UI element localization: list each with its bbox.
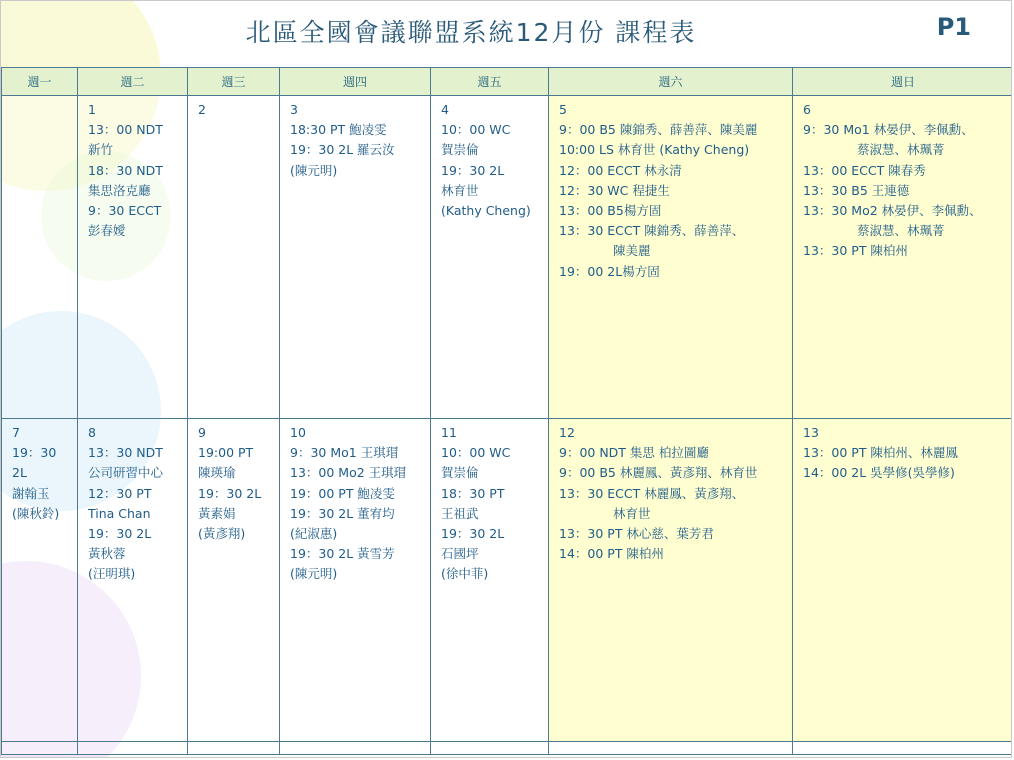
session-line: 18：30 PT: [441, 485, 505, 501]
session-line: (陳秋鈴): [12, 505, 60, 521]
session-line: 9：00 NDT 集思 柏拉圖廳: [559, 445, 709, 461]
session-line: 19：30 2L: [441, 526, 505, 542]
session-line: 黃素娟: [198, 505, 236, 521]
day-number: 3: [290, 102, 298, 117]
day-number: 2: [198, 102, 206, 117]
day-number: 5: [559, 102, 567, 117]
session-line: 賀崇倫: [441, 465, 479, 481]
weekday-header: 週一: [2, 68, 78, 96]
weekday-header: 週五: [431, 68, 549, 96]
week-row: [2, 96, 1013, 419]
session-line: 10：00 WC: [441, 122, 511, 138]
session-line: 13：30 PT 陳柏州: [803, 243, 908, 259]
session-line: 蔡淑慧、林珮菁: [857, 223, 945, 239]
day-cell: [78, 96, 188, 419]
session-line: 王祖武: [441, 505, 479, 521]
week-row: [2, 419, 1013, 742]
day-number: 4: [441, 102, 449, 117]
session-line: 9：30 Mo1 王琪瑁: [290, 445, 399, 461]
day-number: 10: [290, 425, 306, 440]
session-line: (黃彥翔): [198, 526, 246, 542]
session-line: 9：00 B5 陳錦秀、薛善萍、陳美麗: [559, 122, 758, 138]
session-line: 19：30 2L: [88, 526, 152, 542]
day-cell: [431, 96, 549, 419]
session-line: 18：30 NDT: [88, 162, 163, 178]
session-line: (紀淑惠): [290, 526, 338, 542]
session-line: 13：00 NDT: [88, 122, 163, 138]
day-number: 9: [198, 425, 206, 440]
session-line: 黃秋蓉: [88, 546, 126, 562]
session-line: 12：00 ECCT 林永清: [559, 162, 682, 178]
session-line: (汪明琪): [88, 566, 136, 582]
session-line: 12：30 PT: [88, 485, 152, 501]
session-line: 9：30 ECCT: [88, 203, 162, 219]
session-line: 14：00 PT 陳柏州: [559, 546, 664, 562]
day-cell: [431, 419, 549, 742]
session-line: 陳瑛瑜: [198, 465, 236, 481]
day-cell: [2, 96, 78, 419]
session-line: 19：30 2L 董宥均: [290, 505, 395, 521]
session-line: 18:30 PT 鮑凌雯: [290, 122, 387, 138]
session-line: 19：30 2L 黃雪芳: [290, 546, 395, 562]
session-line: 13：30 ECCT 陳錦秀、薛善萍、: [559, 223, 745, 239]
day-cell: [793, 419, 1013, 742]
session-line: 13：30 NDT: [88, 445, 163, 461]
session-line: 13：30 B5 王連德: [803, 182, 910, 198]
session-line: 謝翰玉: [12, 485, 50, 501]
session-line: (陳元明): [290, 566, 338, 582]
weekday-header: 週日: [793, 68, 1013, 96]
session-line: 9：30 Mo1 林晏伊、李佩勳、: [803, 122, 974, 138]
session-line: 13：00 B5楊方固: [559, 203, 662, 219]
day-cell: [793, 96, 1013, 419]
session-line: 13：30 PT 林心慈、葉芳君: [559, 526, 714, 542]
day-number: 1: [88, 102, 96, 117]
session-line: 林育世: [441, 182, 479, 198]
weekday-header: 週四: [280, 68, 431, 96]
session-line: 12：30 WC 程捷生: [559, 182, 670, 198]
blank-row: [2, 742, 1013, 755]
day-cell: [2, 419, 78, 742]
session-line: (徐中菲): [441, 566, 489, 582]
day-cell: [188, 419, 280, 742]
schedule-table: [1, 67, 1012, 755]
session-line: Tina Chan: [88, 505, 151, 521]
day-cell: [280, 96, 431, 419]
session-line: (陳元明): [290, 162, 338, 178]
weekday-header: 週二: [78, 68, 188, 96]
session-line: 14：00 2L 吳學修(吳學修): [803, 465, 955, 481]
session-line: 13：00 ECCT 陳春秀: [803, 162, 926, 178]
weekday-header: 週六: [549, 68, 793, 96]
session-line: 公司研習中心: [88, 465, 164, 481]
day-number: 12: [559, 425, 575, 440]
day-number: 6: [803, 102, 811, 117]
session-line: 19：30 2L: [198, 485, 262, 501]
day-cell: [549, 419, 793, 742]
session-line: 19:00 PT: [198, 445, 254, 461]
session-line: 蔡淑慧、林珮菁: [857, 142, 945, 158]
session-line: 13：00 Mo2 王琪瑁: [290, 465, 407, 481]
session-line: 10:00 LS 林育世 (Kathy Cheng): [559, 142, 750, 158]
day-cell: [78, 419, 188, 742]
weekday-header-row: [2, 68, 1013, 96]
session-line: 19：00 PT 鮑凌雯: [290, 485, 395, 501]
session-line: 9：00 B5 林麗鳳、黃彥翔、林育世: [559, 465, 758, 481]
day-number: 11: [441, 425, 457, 440]
day-number: 13: [803, 425, 819, 440]
session-line: (Kathy Cheng): [441, 203, 531, 219]
session-line: 賀崇倫: [441, 142, 479, 158]
session-line: 13：00 PT 陳柏州、林麗鳳: [803, 445, 958, 461]
page-title: 北區全國會議聯盟系統12月份 課程表: [245, 18, 697, 47]
session-line: 彭春嬡: [88, 223, 126, 239]
session-line: 13：30 ECCT 林麗鳳、黃彥翔、: [559, 485, 745, 501]
day-number: 8: [88, 425, 96, 440]
session-line: 19：30: [12, 445, 57, 461]
session-line: 19：30 2L: [441, 162, 505, 178]
day-cell: [280, 419, 431, 742]
session-line: 石國坪: [441, 546, 479, 562]
session-line: 19：00 2L楊方固: [559, 263, 660, 279]
session-line: 2L: [12, 465, 27, 481]
session-line: 集思洛克廳: [88, 182, 151, 198]
session-line: 13：30 Mo2 林晏伊、李佩勳、: [803, 203, 982, 219]
session-line: 新竹: [88, 142, 114, 158]
session-line: 林育世: [613, 505, 651, 521]
day-number: 7: [12, 425, 20, 440]
session-line: 10：00 WC: [441, 445, 511, 461]
day-cell: [188, 96, 280, 419]
session-line: 19：30 2L 羅云汝: [290, 142, 395, 158]
weekday-header: 週三: [188, 68, 280, 96]
day-cell: [549, 96, 793, 419]
page-number: P1: [936, 13, 971, 41]
session-line: 陳美麗: [613, 243, 651, 259]
